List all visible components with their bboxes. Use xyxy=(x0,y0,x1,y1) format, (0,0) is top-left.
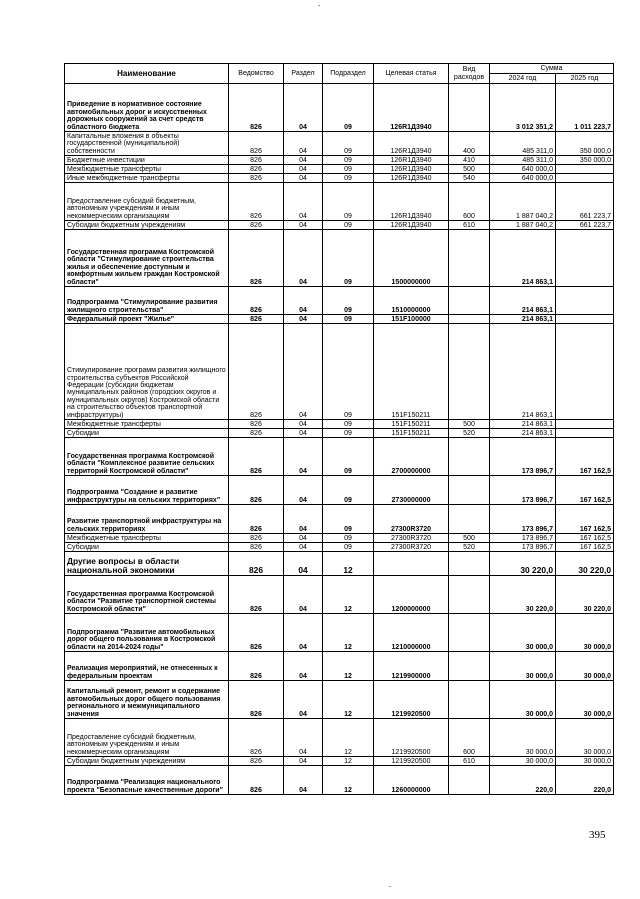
cell-sum-2024: 214 863,1 xyxy=(490,315,556,324)
cell-celevaya-statya: 151F150211 xyxy=(374,324,449,420)
header-razdel: Раздел xyxy=(284,64,323,84)
cell-vid-raskhodov: 500 xyxy=(449,534,490,543)
cell-podrazdel: 09 xyxy=(323,174,374,183)
cell-vid-raskhodov: 520 xyxy=(449,543,490,552)
cell-celevaya-statya: 126R1Д3940 xyxy=(374,174,449,183)
table-row xyxy=(65,719,614,757)
table-row xyxy=(65,84,614,132)
cell-vid-raskhodov: 410 xyxy=(449,156,490,165)
cell-vid-raskhodov: 610 xyxy=(449,757,490,766)
cell-razdel: 04 xyxy=(284,420,323,429)
cell-celevaya-statya: 151F100000 xyxy=(374,315,449,324)
table-row xyxy=(65,221,614,230)
cell-razdel: 04 xyxy=(284,438,323,476)
cell-sum-2025: 167 162,5 xyxy=(556,543,614,552)
cell-vid-raskhodov xyxy=(449,614,490,652)
cell-razdel: 04 xyxy=(284,230,323,287)
cell-name: Приведение в нормативное состояние автомобильных дорог и искусственных дорожных сооружений за счет средств областного бюджета xyxy=(65,84,229,132)
cell-vedomstvo: 826 xyxy=(229,174,284,183)
cell-vid-raskhodov: 520 xyxy=(449,429,490,438)
cell-razdel: 04 xyxy=(284,287,323,315)
cell-sum-2025 xyxy=(556,420,614,429)
cell-celevaya-statya: 27300R3720 xyxy=(374,543,449,552)
cell-razdel: 04 xyxy=(284,324,323,420)
header-year-2025: 2025 год xyxy=(556,74,614,84)
cell-sum-2024: 173 896,7 xyxy=(490,543,556,552)
cell-sum-2024: 173 896,7 xyxy=(490,438,556,476)
table-body xyxy=(65,84,614,795)
cell-name: Подпрограмма "Реализация национального проекта "Безопасные качественные дороги" xyxy=(65,766,229,795)
table-row xyxy=(65,766,614,795)
cell-vedomstvo: 826 xyxy=(229,652,284,681)
header-year-2024: 2024 год xyxy=(490,74,556,84)
cell-vedomstvo: 826 xyxy=(229,165,284,174)
table-row xyxy=(65,614,614,652)
cell-podrazdel: 12 xyxy=(323,614,374,652)
cell-name: Реализация мероприятий, не отнесенных к федеральным проектам xyxy=(65,652,229,681)
table-row xyxy=(65,552,614,576)
cell-razdel: 04 xyxy=(284,757,323,766)
cell-sum-2024: 30 000,0 xyxy=(490,652,556,681)
table-row xyxy=(65,534,614,543)
cell-podrazdel: 09 xyxy=(323,429,374,438)
table-row xyxy=(65,183,614,221)
cell-name: Капитальный ремонт, ремонт и содержание автомобильных дорог общего пользования регионального и межмуниципального значения xyxy=(65,681,229,719)
cell-sum-2025 xyxy=(556,429,614,438)
cell-podrazdel: 09 xyxy=(323,183,374,221)
cell-sum-2024: 214 863,1 xyxy=(490,324,556,420)
cell-sum-2025: 350 000,0 xyxy=(556,132,614,156)
cell-name: Иные межбюджетные трансферты xyxy=(65,174,229,183)
cell-sum-2024: 173 896,7 xyxy=(490,505,556,534)
cell-sum-2024: 214 863,1 xyxy=(490,420,556,429)
cell-celevaya-statya: 2700000000 xyxy=(374,438,449,476)
cell-sum-2024: 173 896,7 xyxy=(490,476,556,505)
cell-podrazdel: 12 xyxy=(323,719,374,757)
cell-sum-2025 xyxy=(556,230,614,287)
cell-sum-2025 xyxy=(556,287,614,315)
cell-vid-raskhodov xyxy=(449,287,490,315)
cell-sum-2024: 214 863,1 xyxy=(490,287,556,315)
cell-razdel: 04 xyxy=(284,652,323,681)
scan-speck xyxy=(318,5,320,6)
header-vedomstvo: Ведомство xyxy=(229,64,284,84)
cell-name: Развитие транспортной инфраструктуры на сельских территориях xyxy=(65,505,229,534)
scan-speck xyxy=(389,886,391,887)
cell-celevaya-statya: 1500000000 xyxy=(374,230,449,287)
cell-podrazdel: 09 xyxy=(323,420,374,429)
cell-razdel: 04 xyxy=(284,681,323,719)
cell-name: Другие вопросы в области национальной экономики xyxy=(65,552,229,576)
cell-podrazdel: 12 xyxy=(323,757,374,766)
cell-vedomstvo: 826 xyxy=(229,552,284,576)
cell-razdel: 04 xyxy=(284,766,323,795)
cell-sum-2024: 1 887 040,2 xyxy=(490,221,556,230)
cell-sum-2025: 661 223,7 xyxy=(556,221,614,230)
table-row xyxy=(65,174,614,183)
cell-vedomstvo: 826 xyxy=(229,132,284,156)
cell-celevaya-statya: 126R1Д3940 xyxy=(374,132,449,156)
cell-sum-2024: 214 863,1 xyxy=(490,230,556,287)
table-row xyxy=(65,230,614,287)
table-row xyxy=(65,429,614,438)
table-row xyxy=(65,132,614,156)
cell-name: Подпрограмма "Создание и развитие инфраструктуры на сельских территориях" xyxy=(65,476,229,505)
cell-sum-2025: 30 000,0 xyxy=(556,719,614,757)
table-row xyxy=(65,576,614,614)
cell-vid-raskhodov: 500 xyxy=(449,165,490,174)
cell-name: Государственная программа Костромской области "Развитие транспортной системы Костромской области" xyxy=(65,576,229,614)
cell-sum-2025: 167 162,5 xyxy=(556,438,614,476)
cell-vid-raskhodov xyxy=(449,438,490,476)
cell-celevaya-statya: 1219920500 xyxy=(374,719,449,757)
header-podrazdel: Подраздел xyxy=(323,64,374,84)
cell-razdel: 04 xyxy=(284,429,323,438)
cell-podrazdel: 09 xyxy=(323,165,374,174)
cell-vid-raskhodov xyxy=(449,315,490,324)
cell-vid-raskhodov xyxy=(449,505,490,534)
cell-razdel: 04 xyxy=(284,476,323,505)
cell-razdel: 04 xyxy=(284,174,323,183)
cell-vedomstvo: 826 xyxy=(229,757,284,766)
cell-name: Межбюджетные трансферты xyxy=(65,420,229,429)
table-row xyxy=(65,156,614,165)
table-row xyxy=(65,652,614,681)
cell-sum-2025: 220,0 xyxy=(556,766,614,795)
cell-celevaya-statya: 1260000000 xyxy=(374,766,449,795)
cell-sum-2025 xyxy=(556,174,614,183)
cell-sum-2024: 640 000,0 xyxy=(490,165,556,174)
cell-name: Федеральный проект "Жилье" xyxy=(65,315,229,324)
cell-name: Капитальные вложения в объекты государственной (муниципальной) собственности xyxy=(65,132,229,156)
cell-podrazdel: 12 xyxy=(323,766,374,795)
cell-podrazdel: 09 xyxy=(323,324,374,420)
cell-celevaya-statya: 27300R3720 xyxy=(374,534,449,543)
cell-sum-2024: 173 896,7 xyxy=(490,534,556,543)
cell-sum-2025 xyxy=(556,315,614,324)
cell-vid-raskhodov xyxy=(449,681,490,719)
cell-vedomstvo: 826 xyxy=(229,429,284,438)
cell-celevaya-statya: 1219900000 xyxy=(374,652,449,681)
cell-vid-raskhodov xyxy=(449,324,490,420)
cell-sum-2025: 30 220,0 xyxy=(556,552,614,576)
cell-sum-2024: 30 220,0 xyxy=(490,576,556,614)
cell-celevaya-statya: 151F150211 xyxy=(374,429,449,438)
cell-name: Предоставление субсидий бюджетным, автономным учреждениям и иным некоммерческим организациям xyxy=(65,719,229,757)
cell-razdel: 04 xyxy=(284,156,323,165)
cell-vedomstvo: 826 xyxy=(229,230,284,287)
cell-podrazdel: 09 xyxy=(323,230,374,287)
cell-vedomstvo: 826 xyxy=(229,576,284,614)
cell-vedomstvo: 826 xyxy=(229,324,284,420)
cell-name: Предоставление субсидий бюджетным, автономным учреждениям и иным некоммерческим организациям xyxy=(65,183,229,221)
cell-vid-raskhodov xyxy=(449,652,490,681)
cell-vedomstvo: 826 xyxy=(229,766,284,795)
table-row xyxy=(65,543,614,552)
table-row xyxy=(65,476,614,505)
table-row xyxy=(65,324,614,420)
cell-sum-2024: 30 000,0 xyxy=(490,719,556,757)
cell-celevaya-statya: 126R1Д3940 xyxy=(374,84,449,132)
cell-vedomstvo: 826 xyxy=(229,719,284,757)
cell-razdel: 04 xyxy=(284,719,323,757)
cell-podrazdel: 09 xyxy=(323,543,374,552)
cell-podrazdel: 09 xyxy=(323,221,374,230)
cell-razdel: 04 xyxy=(284,315,323,324)
cell-sum-2025: 167 162,5 xyxy=(556,534,614,543)
cell-razdel: 04 xyxy=(284,543,323,552)
cell-sum-2024: 214 863,1 xyxy=(490,429,556,438)
cell-celevaya-statya: 1510000000 xyxy=(374,287,449,315)
cell-vedomstvo: 826 xyxy=(229,315,284,324)
cell-vid-raskhodov: 610 xyxy=(449,221,490,230)
cell-razdel: 04 xyxy=(284,576,323,614)
cell-podrazdel: 09 xyxy=(323,534,374,543)
cell-razdel: 04 xyxy=(284,614,323,652)
cell-vedomstvo: 826 xyxy=(229,287,284,315)
cell-podrazdel: 09 xyxy=(323,438,374,476)
cell-vedomstvo: 826 xyxy=(229,476,284,505)
cell-vedomstvo: 826 xyxy=(229,156,284,165)
cell-podrazdel: 12 xyxy=(323,576,374,614)
cell-name: Стимулирование программ развития жилищного строительства субъектов Российской Федерации (субсидии бюджетам муниципальных районов (городских округов и муниципальных округов) Костромской области на строительство объектов транспортной инфраструктуры) xyxy=(65,324,229,420)
cell-name: Государственная программа Костромской области "Стимулирование строительства жилья и обеспечение доступным и комфортным жильем граждан Костромской области" xyxy=(65,230,229,287)
cell-sum-2025: 30 000,0 xyxy=(556,681,614,719)
cell-podrazdel: 09 xyxy=(323,476,374,505)
cell-podrazdel: 09 xyxy=(323,156,374,165)
cell-podrazdel: 09 xyxy=(323,84,374,132)
cell-celevaya-statya: 126R1Д3940 xyxy=(374,156,449,165)
cell-name: Субсидии xyxy=(65,429,229,438)
table-row xyxy=(65,287,614,315)
table-row xyxy=(65,757,614,766)
cell-podrazdel: 09 xyxy=(323,287,374,315)
cell-celevaya-statya: 1219920500 xyxy=(374,681,449,719)
cell-celevaya-statya: 1210000000 xyxy=(374,614,449,652)
cell-razdel: 04 xyxy=(284,183,323,221)
cell-razdel: 04 xyxy=(284,132,323,156)
cell-podrazdel: 09 xyxy=(323,315,374,324)
cell-celevaya-statya: 151F150211 xyxy=(374,420,449,429)
cell-vedomstvo: 826 xyxy=(229,420,284,429)
cell-razdel: 04 xyxy=(284,505,323,534)
cell-sum-2025: 30 000,0 xyxy=(556,652,614,681)
cell-vedomstvo: 826 xyxy=(229,543,284,552)
cell-sum-2024: 1 887 040,2 xyxy=(490,183,556,221)
cell-sum-2024: 30 000,0 xyxy=(490,614,556,652)
cell-sum-2025: 350 000,0 xyxy=(556,156,614,165)
cell-podrazdel: 09 xyxy=(323,505,374,534)
cell-celevaya-statya: 126R1Д3940 xyxy=(374,183,449,221)
cell-name: Подпрограмма "Стимулирование развития жилищного строительства" xyxy=(65,287,229,315)
cell-razdel: 04 xyxy=(284,534,323,543)
cell-sum-2025: 167 162,5 xyxy=(556,505,614,534)
cell-name: Субсидии бюджетным учреждениям xyxy=(65,757,229,766)
cell-celevaya-statya: 126R1Д3940 xyxy=(374,165,449,174)
table-row xyxy=(65,438,614,476)
cell-name: Государственная программа Костромской области "Комплексное развитие сельских территорий Костромской области" xyxy=(65,438,229,476)
cell-sum-2025: 30 000,0 xyxy=(556,757,614,766)
cell-sum-2024: 30 220,0 xyxy=(490,552,556,576)
cell-sum-2024: 485 311,0 xyxy=(490,132,556,156)
table-row xyxy=(65,505,614,534)
cell-name: Подпрограмма "Развитие автомобильных дорог общего пользования в Костромской области на 2014-2024 годы" xyxy=(65,614,229,652)
table-row xyxy=(65,420,614,429)
cell-sum-2025: 30 000,0 xyxy=(556,614,614,652)
cell-name: Субсидии бюджетным учреждениям xyxy=(65,221,229,230)
header-name: Наименование xyxy=(65,64,229,84)
cell-razdel: 04 xyxy=(284,221,323,230)
cell-vedomstvo: 826 xyxy=(229,221,284,230)
cell-vid-raskhodov xyxy=(449,230,490,287)
cell-celevaya-statya xyxy=(374,552,449,576)
cell-vid-raskhodov xyxy=(449,476,490,505)
cell-sum-2024: 485 311,0 xyxy=(490,156,556,165)
cell-name: Субсидии xyxy=(65,543,229,552)
cell-vedomstvo: 826 xyxy=(229,614,284,652)
header-summa: Сумма xyxy=(490,64,614,74)
cell-sum-2024: 220,0 xyxy=(490,766,556,795)
cell-vid-raskhodov: 400 xyxy=(449,132,490,156)
cell-celevaya-statya: 2730000000 xyxy=(374,476,449,505)
cell-podrazdel: 12 xyxy=(323,652,374,681)
cell-sum-2025 xyxy=(556,324,614,420)
cell-vid-raskhodov: 500 xyxy=(449,420,490,429)
cell-vedomstvo: 826 xyxy=(229,84,284,132)
cell-podrazdel: 09 xyxy=(323,132,374,156)
cell-razdel: 04 xyxy=(284,552,323,576)
cell-vedomstvo: 826 xyxy=(229,438,284,476)
cell-celevaya-statya: 1219920500 xyxy=(374,757,449,766)
cell-celevaya-statya: 27300R3720 xyxy=(374,505,449,534)
cell-podrazdel: 12 xyxy=(323,681,374,719)
cell-vid-raskhodov: 600 xyxy=(449,183,490,221)
cell-sum-2025: 30 220,0 xyxy=(556,576,614,614)
cell-name: Межбюджетные трансферты xyxy=(65,165,229,174)
cell-podrazdel: 12 xyxy=(323,552,374,576)
cell-sum-2024: 3 012 351,2 xyxy=(490,84,556,132)
page-number: 395 xyxy=(589,829,606,841)
cell-sum-2024: 640 000,0 xyxy=(490,174,556,183)
cell-vid-raskhodov: 540 xyxy=(449,174,490,183)
cell-vid-raskhodov xyxy=(449,84,490,132)
cell-celevaya-statya: 1200000000 xyxy=(374,576,449,614)
cell-vid-raskhodov xyxy=(449,552,490,576)
header-celevaya-statya: Целевая статья xyxy=(374,64,449,84)
table-row xyxy=(65,681,614,719)
table-row xyxy=(65,315,614,324)
cell-sum-2024: 30 000,0 xyxy=(490,757,556,766)
cell-name: Бюджетные инвестиции xyxy=(65,156,229,165)
cell-vid-raskhodov xyxy=(449,576,490,614)
cell-razdel: 04 xyxy=(284,165,323,174)
cell-sum-2025 xyxy=(556,165,614,174)
cell-vedomstvo: 826 xyxy=(229,681,284,719)
cell-name: Межбюджетные трансферты xyxy=(65,534,229,543)
cell-vedomstvo: 826 xyxy=(229,183,284,221)
cell-sum-2025: 661 223,7 xyxy=(556,183,614,221)
cell-celevaya-statya: 126R1Д3940 xyxy=(374,221,449,230)
budget-table xyxy=(64,63,614,795)
cell-sum-2025: 1 011 223,7 xyxy=(556,84,614,132)
table-row xyxy=(65,165,614,174)
cell-vid-raskhodov xyxy=(449,766,490,795)
cell-sum-2025: 167 162,5 xyxy=(556,476,614,505)
cell-razdel: 04 xyxy=(284,84,323,132)
header-vid-raskhodov: Вид расходов xyxy=(449,64,490,84)
cell-sum-2024: 30 000,0 xyxy=(490,681,556,719)
cell-vedomstvo: 826 xyxy=(229,534,284,543)
cell-vid-raskhodov: 600 xyxy=(449,719,490,757)
table-header xyxy=(65,64,614,84)
cell-vedomstvo: 826 xyxy=(229,505,284,534)
